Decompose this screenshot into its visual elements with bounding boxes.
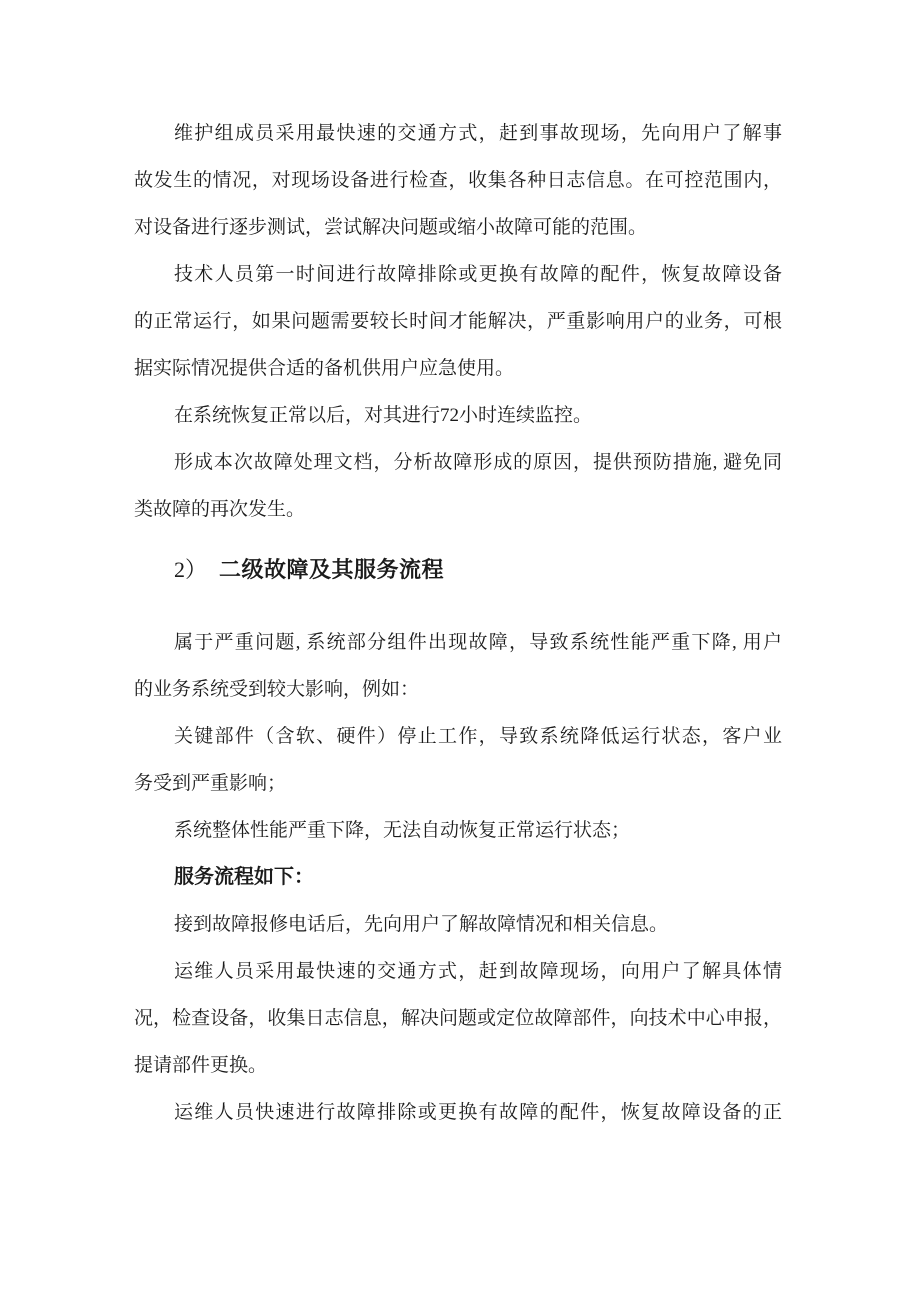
text-line: 接到故障报修电话后，先向用户了解故障情况和相关信息。 (174, 914, 669, 935)
text-line: 关键部件（含软、硬件）停止工作，导致系统降低运行状态，客户业 (174, 726, 782, 747)
heading-number: 2） (174, 557, 208, 582)
text-line: 况，检查设备，收集日志信息，解决问题或定位故障部件，向技术中心申报， (134, 1008, 782, 1029)
text-line: 运维人员采用最快速的交通方式，赶到故障现场，向用户了解具体情 (174, 961, 782, 982)
heading-label: 二级故障及其服务流程 (219, 557, 445, 582)
text-line: 维护组成员采用最快速的交通方式，赶到事故现场，先向用户了解事 (174, 123, 782, 144)
text-line: 故发生的情况，对现场设备进行检查，收集各种日志信息。在可控范围内， (134, 170, 782, 191)
text-line: 的业务系统受到较大影响，例如： (134, 679, 420, 700)
text-line: 在系统恢复正常以后，对其进行72小时连续监控。 (174, 405, 593, 426)
section-heading (134, 546, 782, 593)
text-line: 据实际情况提供合适的备机供用户应急使用。 (134, 358, 515, 379)
subheading-line: 服务流程如下： (174, 866, 314, 888)
text-line: 类故障的再次发生。 (134, 499, 306, 520)
text-line: 务受到严重影响； (134, 773, 287, 794)
text-line: 形成本次故障处理文档，分析故障形成的原因，提供预防措施, 避免同 (174, 452, 782, 473)
text-line: 提请部件更换。 (134, 1055, 268, 1076)
document-body (134, 110, 782, 1136)
text-line: 属于严重问题, 系统部分组件出现故障，导致系统性能严重下降, 用户 (174, 632, 782, 653)
text-line: 对设备进行逐步测试，尝试解决问题或缩小故障可能的范围。 (134, 217, 648, 238)
text-line: 运维人员快速进行故障排除或更换有故障的配件，恢复故障设备的正 (174, 1102, 782, 1123)
text-line: 的正常运行，如果问题需要较长时间才能解决，严重影响用户的业务，可根 (134, 311, 782, 332)
text-line: 技术人员第一时间进行故障排除或更换有故障的配件，恢复故障设备 (174, 264, 782, 285)
text-line: 系统整体性能严重下降，无法自动恢复正常运行状态； (174, 820, 631, 841)
